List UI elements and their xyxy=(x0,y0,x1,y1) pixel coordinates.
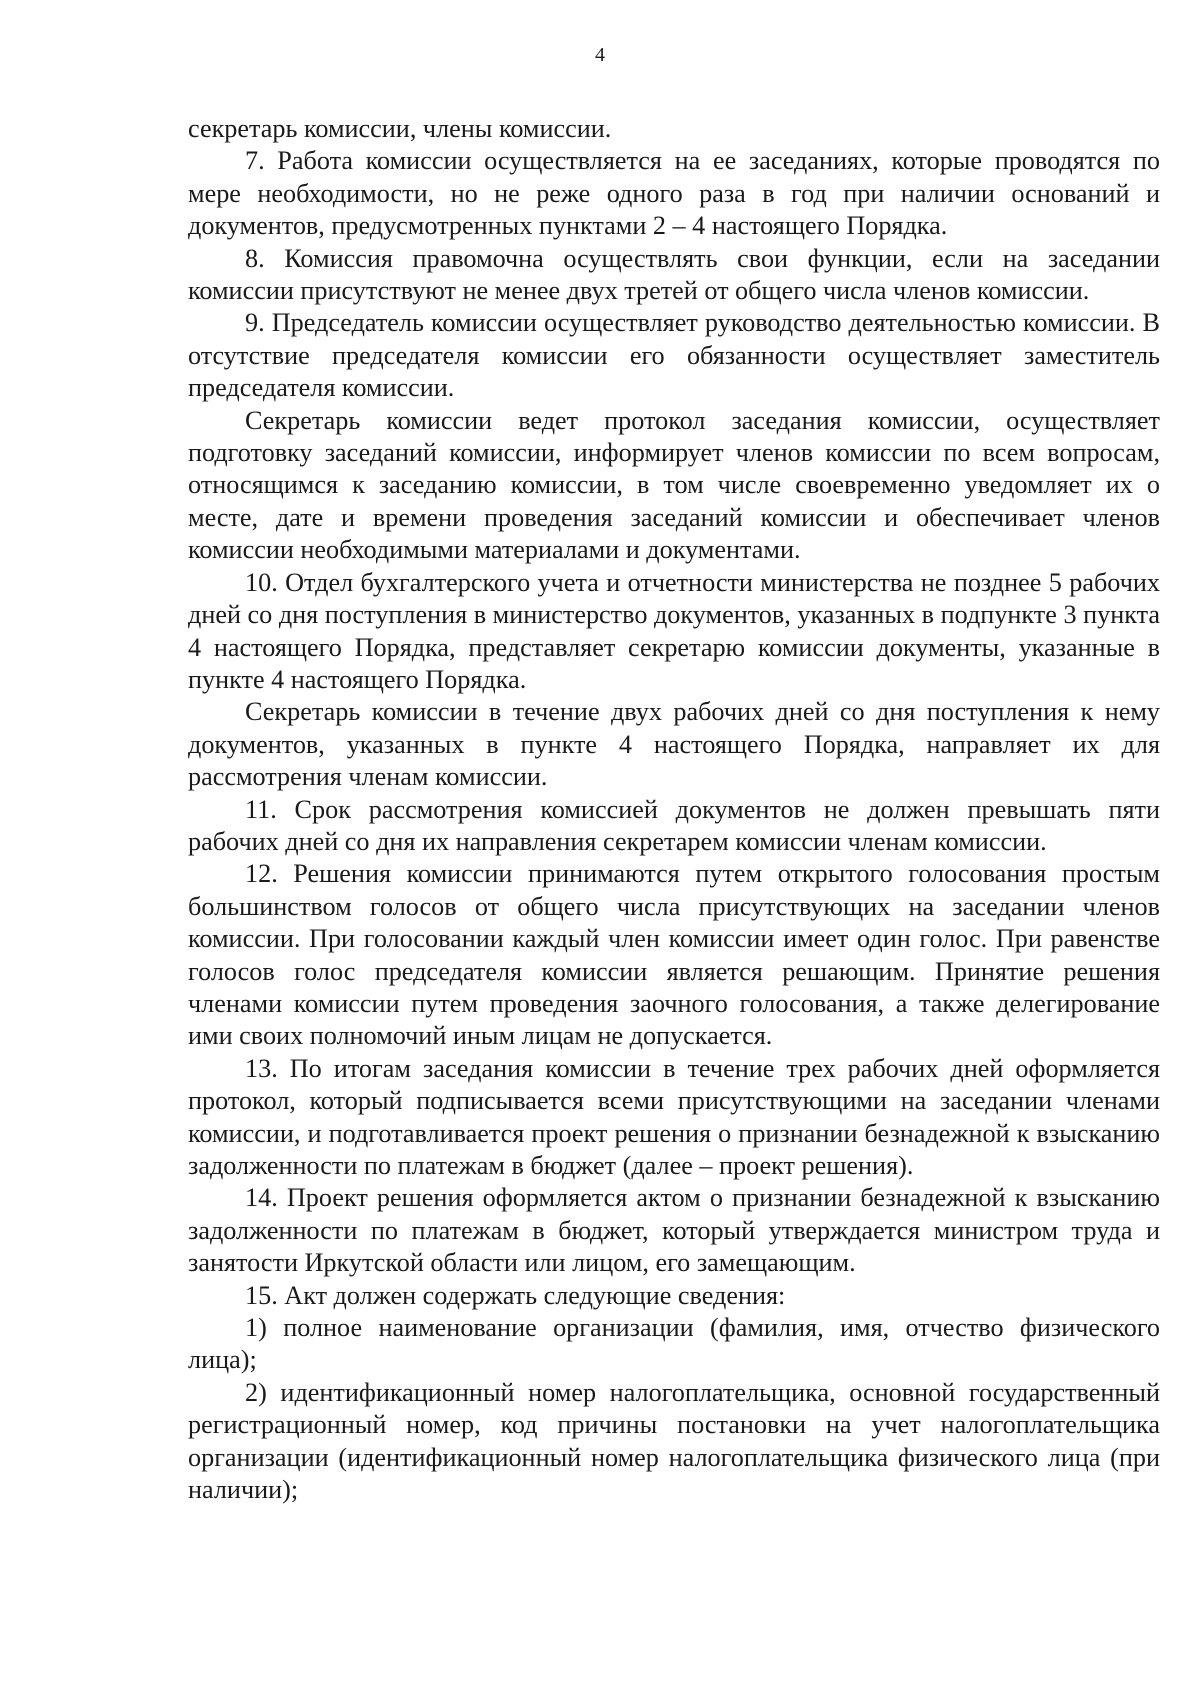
paragraph-continuation: секретарь комиссии, члены комиссии. xyxy=(188,114,612,143)
document-body xyxy=(188,113,1160,1506)
paragraph-item-13: 13. По итогам заседания комиссии в течение трех рабочих дней оформляется протокол, который подписывается всеми присутствующими на заседании членами комиссии, и подготавливается проект решения о признании безнадежной к взысканию задолженности по платежам в бюджет (далее – проект решения). xyxy=(188,1053,1160,1180)
paragraph-subitem-2: 2) идентификационный номер налогоплательщика, основной государственный регистрационный номер, код причины постановки на учет налогоплательщика организации (идентификационный номер налогоплательщика физического лица (при наличии); xyxy=(188,1377,1160,1505)
paragraph-secretary-duties: Секретарь комиссии ведет протокол заседания комиссии, осуществляет подготовку заседаний комиссии, информирует членов комиссии по всем вопросам, относящимся к заседанию комиссии, в том числе своевременно уведомляет их о месте, дате и времени проведения заседаний комиссии и обеспечивает членов комиссии необходимыми материалами и документами. xyxy=(188,405,1160,565)
paragraph-item-7: 7. Работа комиссии осуществляется на ее заседаниях, которые проводятся по мере необходимости, но не реже одного раза в год при наличии оснований и документов, предусмотренных пунктами 2 – 4 настоящего Порядка. xyxy=(188,146,1160,241)
paragraph-item-8: 8. Комиссия правомочна осуществлять свои функции, если на заседании комиссии присутствуют не менее двух третей от общего числа членов комиссии. xyxy=(188,243,1160,306)
paragraph-item-14: 14. Проект решения оформляется актом о признании безнадежной к взысканию задолженности по платежам в бюджет, который утверждается министром труда и занятости Иркутской области или лицом, его замещающим. xyxy=(188,1183,1160,1278)
paragraph-subitem-1: 1) полное наименование организации (фамилия, имя, отчество физического лица); xyxy=(188,1313,1160,1375)
paragraph-item-11: 11. Срок рассмотрения комиссией документов не должен превышать пяти рабочих дней со дня их направления секретарем комиссии членам комиссии. xyxy=(188,794,1160,856)
paragraph-item-15: 15. Акт должен содержать следующие сведения: xyxy=(245,1280,786,1310)
paragraph-item-12: 12. Решения комиссии принимаются путем открытого голосования простым большинством голосов от общего числа присутствующих на заседании членов комиссии. При голосовании каждый член комиссии имеет один голос. При равенстве голосов голос председателя комиссии является решающим. Принятие решения членами комиссии путем проведения заочного голосования, а также делегирование ими своих полномочий иным лицам не допускается. xyxy=(188,859,1160,1051)
page-number: 4 xyxy=(595,44,605,66)
paragraph-secretary-forwarding: Секретарь комиссии в течение двух рабочих дней со дня поступления к нему документов, указанных в пункте 4 настоящего Порядка, направляет их для рассмотрения членам комиссии. xyxy=(188,697,1160,792)
paragraph-item-10: 10. Отдел бухгалтерского учета и отчетности министерства не позднее 5 рабочих дней со дня поступления в министерство документов, указанных в подпункте 3 пункта 4 настоящего Порядка, представляет секретарю комиссии документы, указанные в пункте 4 настоящего Порядка. xyxy=(188,567,1160,694)
paragraph-item-9: 9. Председатель комиссии осуществляет руководство деятельностью комиссии. В отсутствие председателя комиссии его обязанности осуществляет заместитель председателя комиссии. xyxy=(188,308,1160,403)
